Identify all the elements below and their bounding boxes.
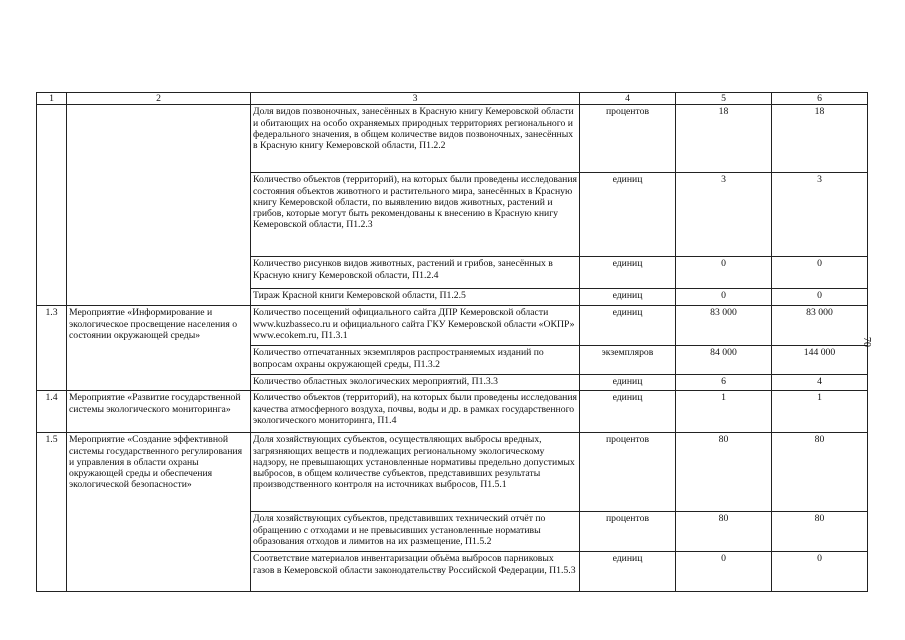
indicator-name: Количество отпечатанных экземпляров распространяемых изданий по вопросам охраны окружающей среды, П1.3.2 — [251, 346, 580, 375]
indicator-name: Количество областных экологических мероприятий, П1.3.3 — [251, 375, 580, 391]
value-col5: 6 — [676, 375, 772, 391]
column-header: 4 — [580, 93, 676, 105]
value-col5: 80 — [676, 433, 772, 512]
value-col6: 0 — [772, 552, 868, 592]
value-col6: 144 000 — [772, 346, 868, 375]
value-col5: 0 — [676, 257, 772, 289]
unit-cell: единиц — [580, 173, 676, 257]
unit-cell: единиц — [580, 552, 676, 592]
table-row — [37, 433, 868, 512]
event-name: Мероприятие «Создание эффективной системы государственного регулирования и управления в области охраны окружающей среды и обеспечения экологической безопасности» — [67, 433, 251, 592]
value-col5: 83 000 — [676, 306, 772, 346]
indicator-name: Соответствие материалов инвентаризации объёма выбросов парниковых газов в Кемеровской области законодательству Российской Федерации, П1.5.3 — [251, 552, 580, 592]
event-name — [67, 105, 251, 306]
value-col6: 83 000 — [772, 306, 868, 346]
value-col5: 84 000 — [676, 346, 772, 375]
indicator-name: Количество посещений официального сайта ДПР Кемеровской области www.kuzbasseco.ru и официального сайта ГКУ Кемеровской области «ОКПР» www.ecokem.ru, П1.3.1 — [251, 306, 580, 346]
table-row — [37, 105, 868, 173]
unit-cell: единиц — [580, 391, 676, 433]
value-col6: 0 — [772, 257, 868, 289]
unit-cell: процентов — [580, 433, 676, 512]
indicators-table — [36, 92, 868, 592]
unit-cell: экземпляров — [580, 346, 676, 375]
indicator-name: Доля видов позвоночных, занесённых в Красную книгу Кемеровской области и обитающих на особо охраняемых природных территориях регионального и федерального значения, в общем количестве видов позвоночных, занесённых в Красную книгу Кемеровской области, П1.2.2 — [251, 105, 580, 173]
value-col6: 1 — [772, 391, 868, 433]
value-col5: 1 — [676, 391, 772, 433]
column-header: 3 — [251, 93, 580, 105]
unit-cell: единиц — [580, 289, 676, 306]
value-col5: 18 — [676, 105, 772, 173]
table-row — [37, 306, 868, 346]
value-col5: 3 — [676, 173, 772, 257]
unit-cell: процентов — [580, 105, 676, 173]
event-name: Мероприятие «Информирование и экологическое просвещение населения о состоянии окружающей среды» — [67, 306, 251, 391]
event-name: Мероприятие «Развитие государственной системы экологического мониторинга» — [67, 391, 251, 433]
table-header-row — [37, 93, 868, 105]
indicator-name: Доля хозяйствующих субъектов, представивших технический отчёт по обращению с отходами и не превысивших установленные нормативы образования отходов и лимитов на их размещение, П1.5.2 — [251, 512, 580, 552]
value-col5: 0 — [676, 289, 772, 306]
indicator-name: Количество объектов (территорий), на которых были проведены исследования качества атмосферного воздуха, почвы, воды и др. в рамках государственного экологического мониторинга, П1.4 — [251, 391, 580, 433]
value-col6: 4 — [772, 375, 868, 391]
indicator-name: Количество объектов (территорий), на которых были проведены исследования состояния объектов животного и растительного мира, занесённых в Красную книгу Кемеровской области, по выявлению видов животных, растений и грибов, которые могут быть рекомендованы к внесению в Красную книгу Кемеровской области, П1.2.3 — [251, 173, 580, 257]
unit-cell: единиц — [580, 375, 676, 391]
indicator-name: Количество рисунков видов животных, растений и грибов, занесённых в Красную книгу Кемеровской области, П1.2.4 — [251, 257, 580, 289]
value-col6: 80 — [772, 433, 868, 512]
item-number: 1.4 — [37, 391, 67, 433]
page-number: 70 — [861, 337, 872, 347]
column-header: 6 — [772, 93, 868, 105]
item-number: 1.5 — [37, 433, 67, 592]
unit-cell: единиц — [580, 306, 676, 346]
column-header: 2 — [67, 93, 251, 105]
unit-cell: процентов — [580, 512, 676, 552]
value-col6: 3 — [772, 173, 868, 257]
column-header: 1 — [37, 93, 67, 105]
value-col6: 0 — [772, 289, 868, 306]
unit-cell: единиц — [580, 257, 676, 289]
value-col6: 80 — [772, 512, 868, 552]
table-row — [37, 391, 868, 433]
indicator-name: Тираж Красной книги Кемеровской области, П1.2.5 — [251, 289, 580, 306]
item-number — [37, 105, 67, 306]
indicator-name: Доля хозяйствующих субъектов, осуществляющих выбросы вредных, загрязняющих веществ и подлежащих региональному экологическому надзору, не превышающих установленные нормативы предельно допустимых выбросов, в общем количестве субъектов, представивших результаты производственного контроля на источниках выбросов, П1.5.1 — [251, 433, 580, 512]
column-header: 5 — [676, 93, 772, 105]
value-col6: 18 — [772, 105, 868, 173]
item-number: 1.3 — [37, 306, 67, 391]
value-col5: 0 — [676, 552, 772, 592]
value-col5: 80 — [676, 512, 772, 552]
